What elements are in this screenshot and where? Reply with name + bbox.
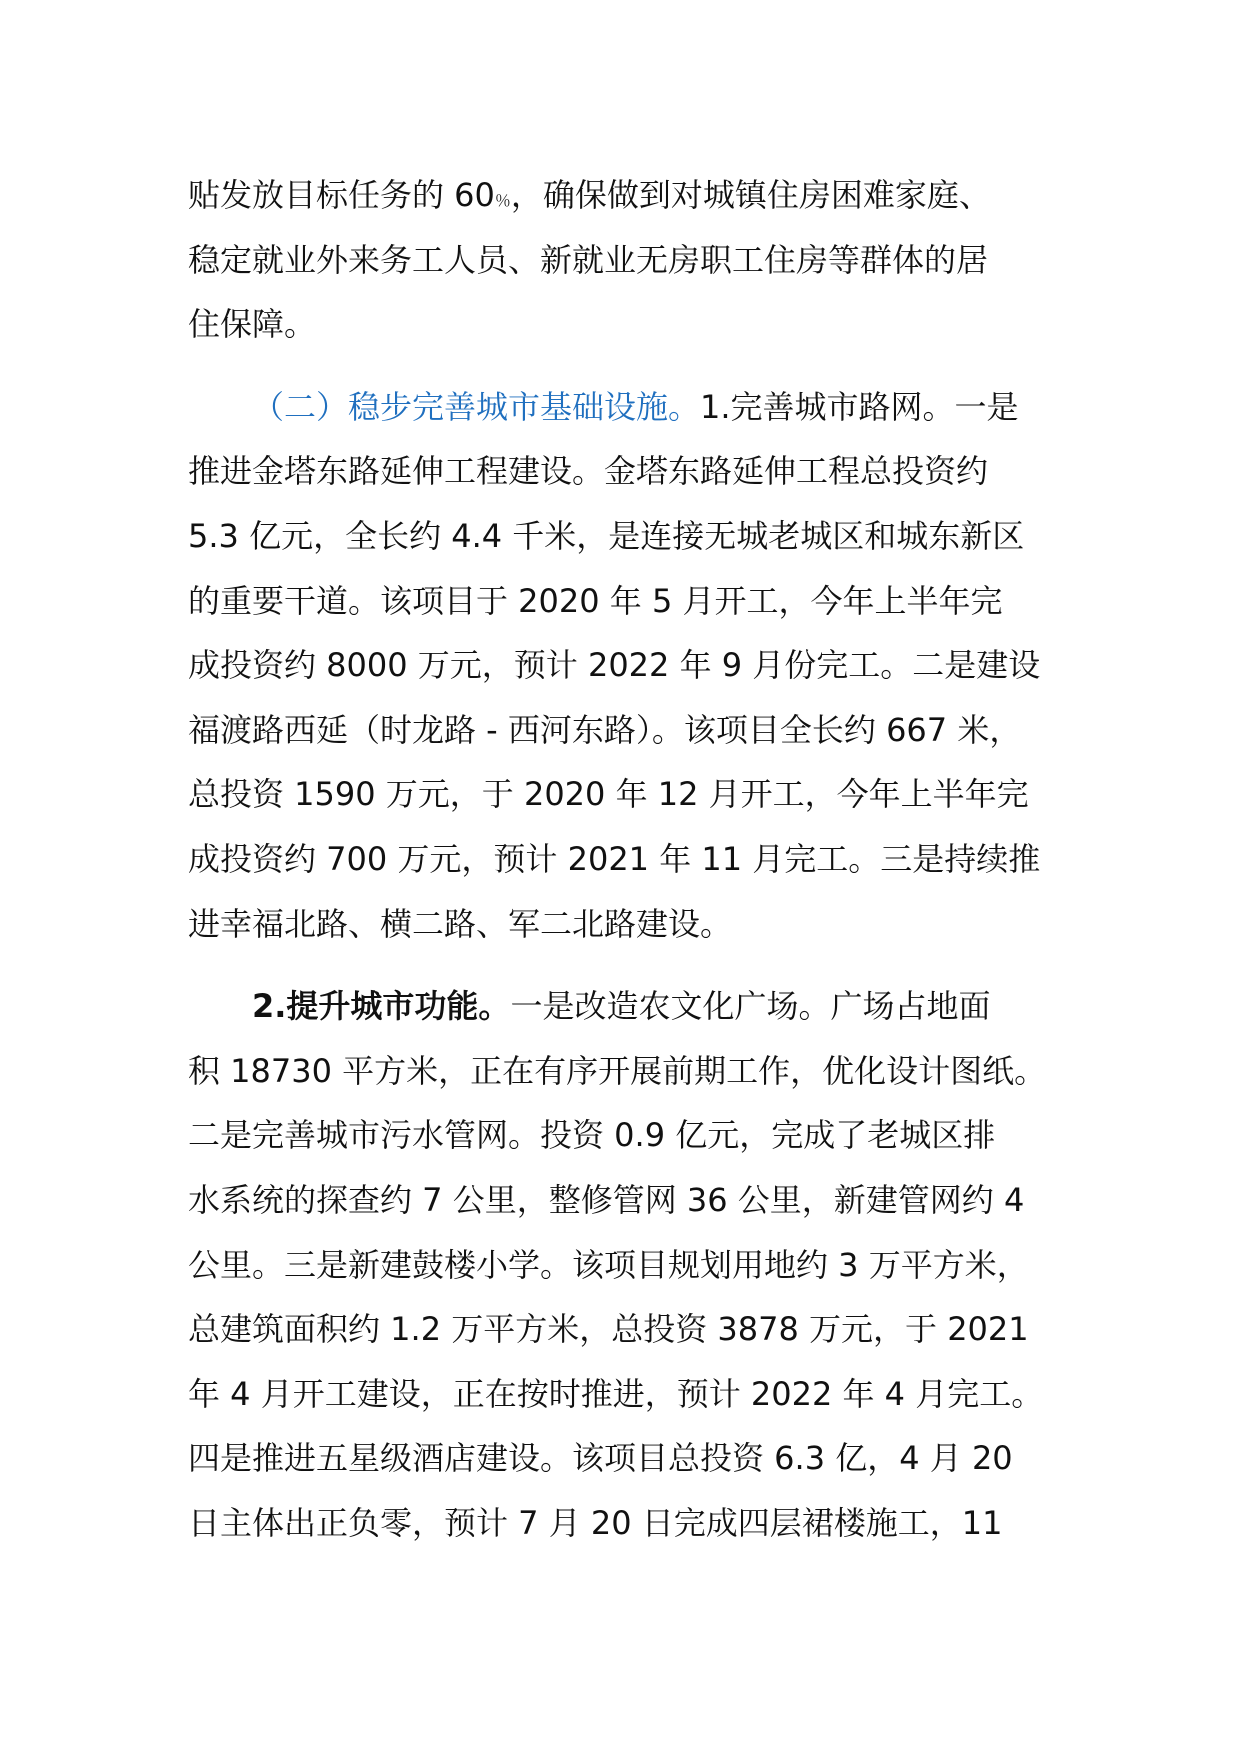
text-line: 进幸福北路、横二路、军二北路建设。 bbox=[188, 904, 733, 943]
subsection-heading: 2.提升城市功能。 bbox=[252, 987, 511, 1026]
paragraph-city-functions bbox=[188, 974, 1088, 1555]
text-segment: 1.完善城市路网。一是 bbox=[700, 387, 1019, 426]
text-line: 日主体出正负零，预计 7 月 20 日完成四层裙楼施工，11 bbox=[188, 1503, 1003, 1542]
text-line: 总投资 1590 万元，于 2020 年 12 月开工，今年上半年完 bbox=[188, 775, 1029, 814]
text-segment: 贴发放目标任务的 60 bbox=[188, 176, 495, 214]
text-segment: ，确保做到对城镇住房困难家庭、 bbox=[510, 176, 991, 214]
text-line: 二是完善城市污水管网。投资 0.9 亿元，完成了老城区排 bbox=[188, 1116, 996, 1155]
text-line: 年 4 月开工建设，正在按时推进，预计 2022 年 4 月完工。 bbox=[188, 1374, 1044, 1413]
text-line: 水系统的探查约 7 公里，整修管网 36 公里，新建管网约 4 bbox=[188, 1180, 1025, 1219]
text-line: 的重要干道。该项目于 2020 年 5 月开工，今年上半年完 bbox=[188, 581, 1003, 620]
text-line bbox=[188, 974, 1088, 1039]
document-page bbox=[188, 163, 1088, 1555]
paragraph-spacing bbox=[188, 956, 1088, 974]
paragraph-infrastructure bbox=[188, 375, 1088, 956]
text-line: 成投资约 8000 万元，预计 2022 年 9 月份完工。二是建设 bbox=[188, 646, 1041, 685]
text-line: 5.3 亿元，全长约 4.4 千米，是连接无城老城区和城东新区 bbox=[188, 516, 1025, 555]
text-line: 总建筑面积约 1.2 万平方米，总投资 3878 万元，于 2021 bbox=[188, 1310, 1029, 1349]
text-line bbox=[188, 163, 1088, 228]
text-line: 成投资约 700 万元，预计 2021 年 11 月完工。三是持续推 bbox=[188, 839, 1041, 878]
text-line: 住保障。 bbox=[188, 305, 317, 344]
text-line: 推进金塔东路延伸工程建设。金塔东路延伸工程总投资约 bbox=[188, 452, 989, 491]
text-segment: 一是改造农文化广场。广场占地面 bbox=[510, 987, 991, 1026]
paragraph-housing-continued bbox=[188, 163, 1088, 357]
paragraph-spacing bbox=[188, 357, 1088, 375]
text-line: 公里。三是新建鼓楼小学。该项目规划用地约 3 万平方米， bbox=[188, 1245, 1029, 1284]
percent-sign: ％ bbox=[494, 191, 511, 210]
text-line: 四是推进五星级酒店建设。该项目总投资 6.3 亿，4 月 20 bbox=[188, 1439, 1013, 1478]
text-line: 积 18730 平方米，正在有序开展前期工作，优化设计图纸。 bbox=[188, 1051, 1047, 1090]
section-heading: （二）稳步完善城市基础设施。 bbox=[252, 387, 701, 426]
text-line: 福渡路西延（时龙路 - 西河东路）。该项目全长约 667 米， bbox=[188, 710, 1022, 749]
text-line: 稳定就业外来务工人员、新就业无房职工住房等群体的居 bbox=[188, 240, 989, 279]
text-line bbox=[188, 375, 1088, 440]
